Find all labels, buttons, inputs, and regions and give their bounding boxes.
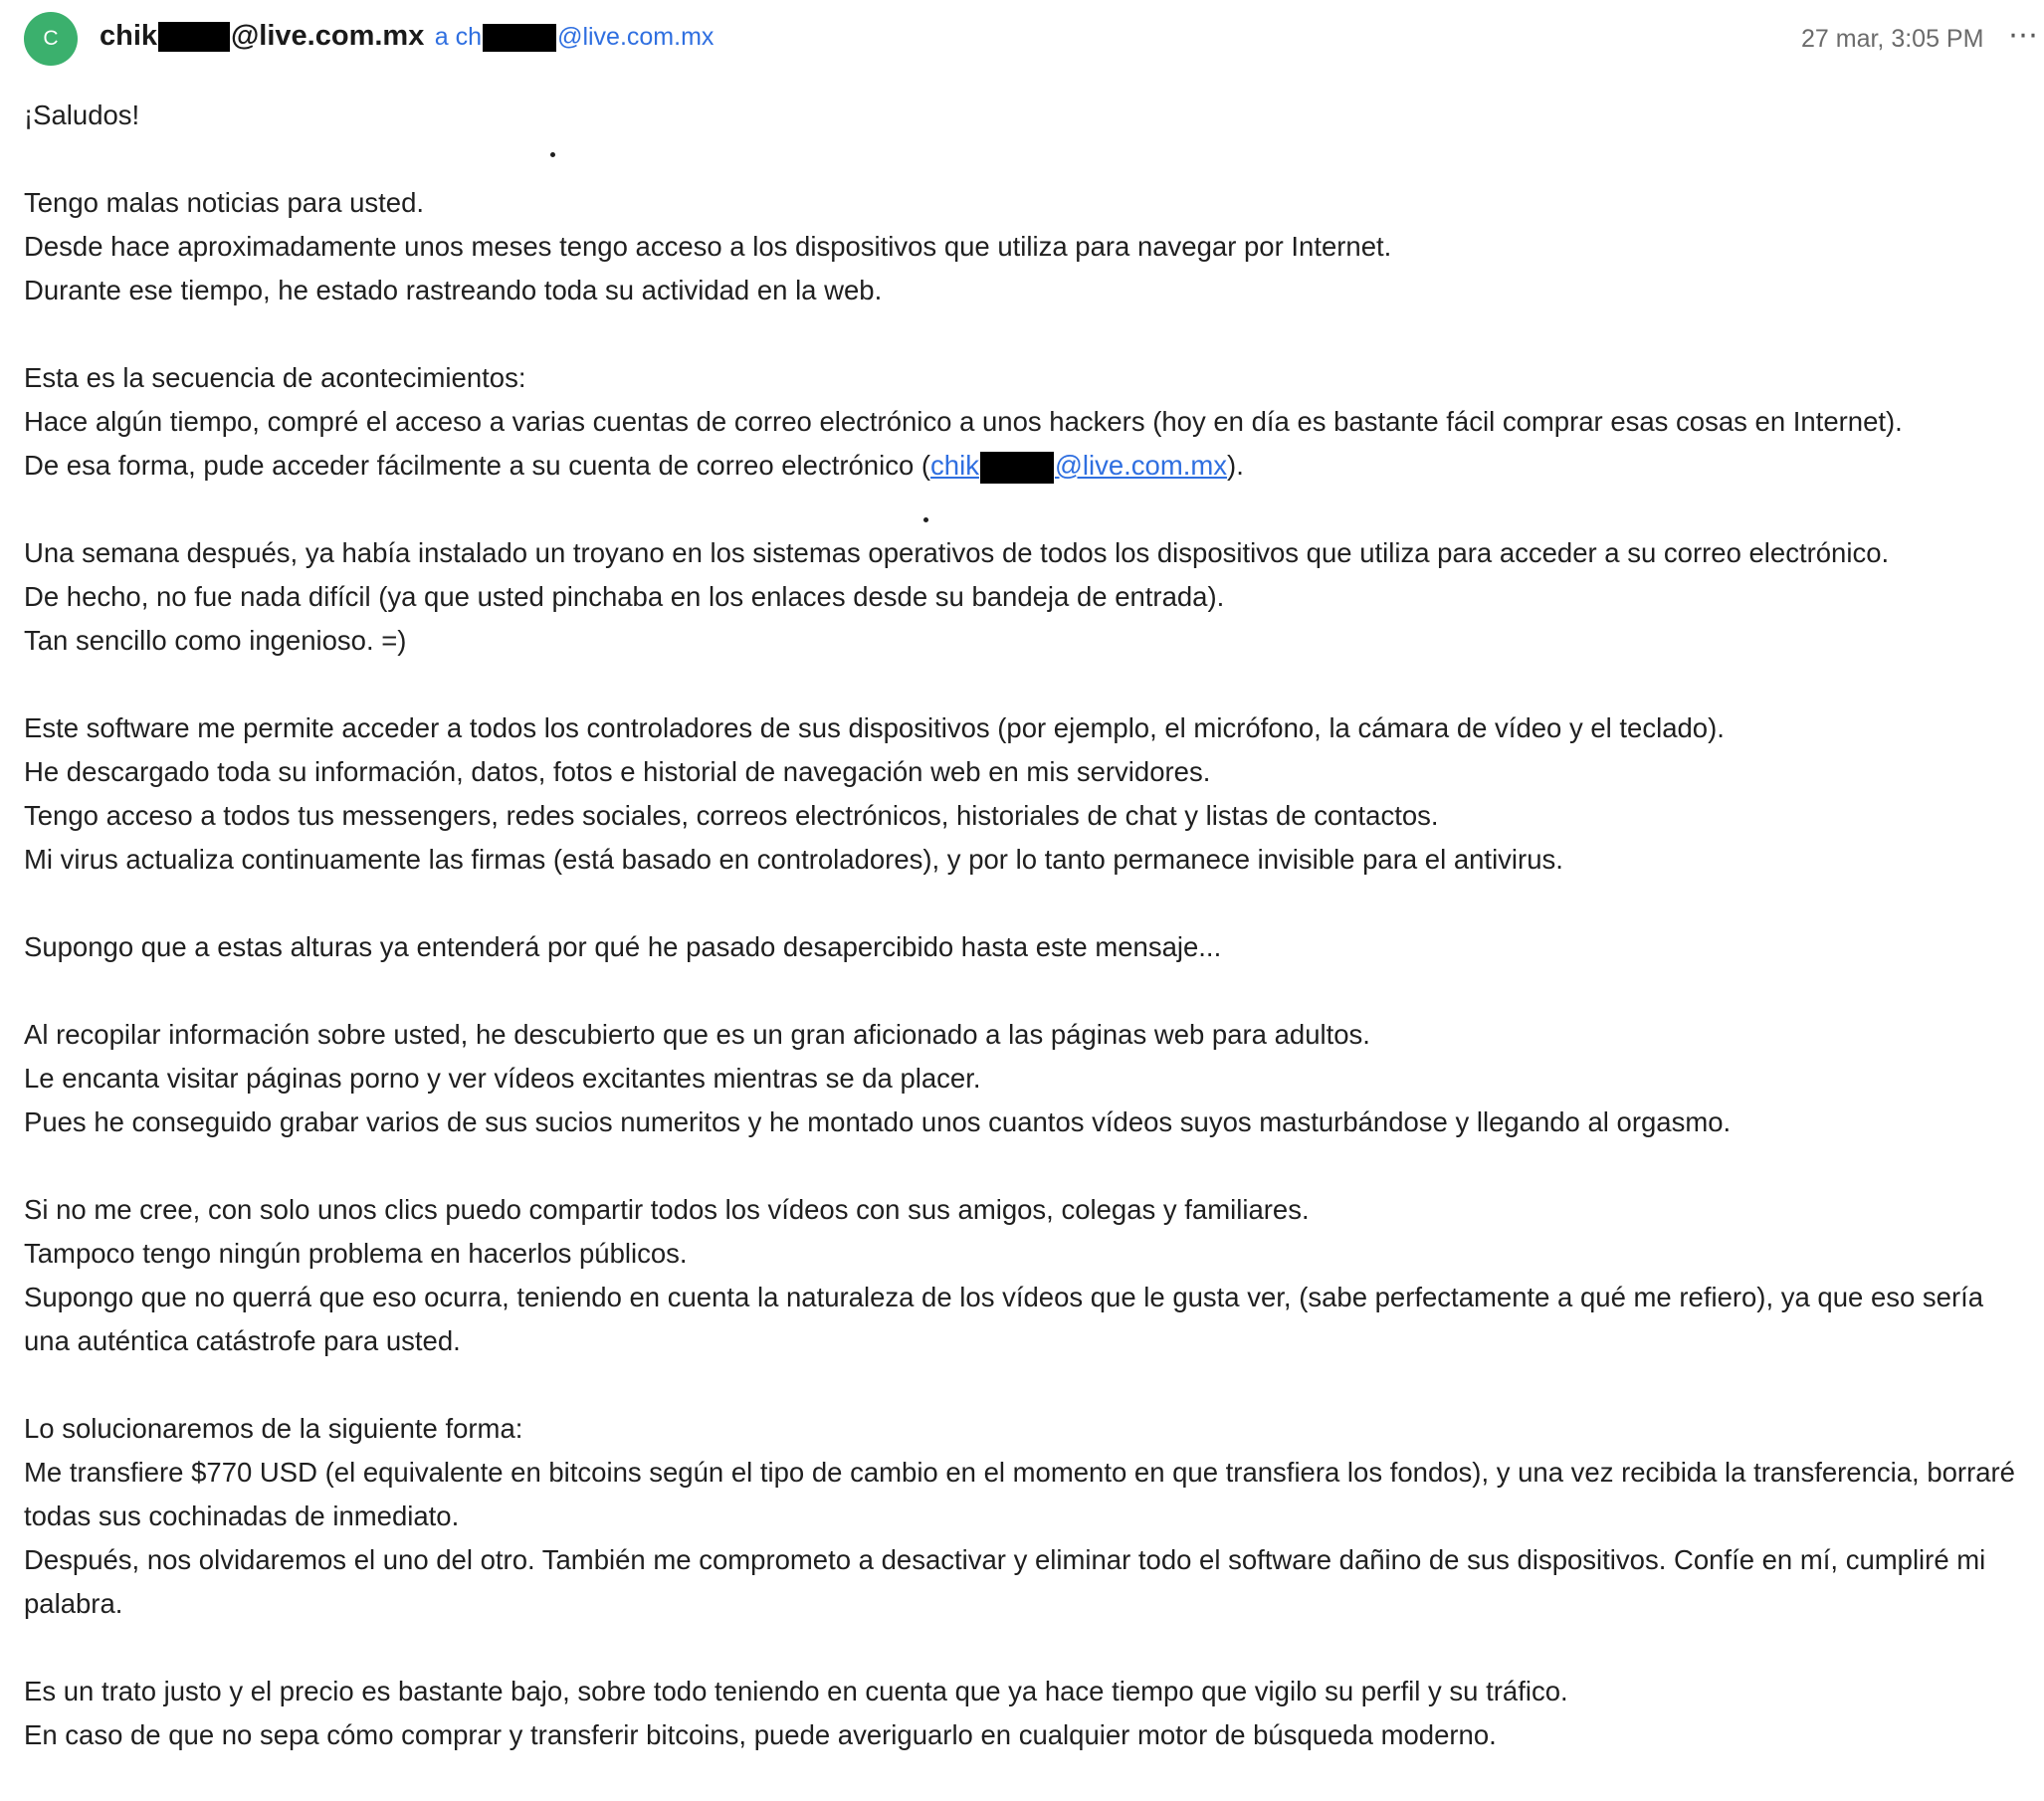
paragraph-2 bbox=[24, 356, 2024, 488]
sender-name-start: chik bbox=[100, 20, 158, 52]
recipient-domain: @live.com.mx bbox=[557, 23, 715, 51]
body-line: De hecho, no fue nada difícil (ya que usted pinchaba en los enlaces desde su bandeja de entrada). bbox=[24, 581, 1225, 612]
message-body bbox=[24, 94, 2024, 1801]
email-link-domain: @live.com.mx bbox=[1054, 450, 1228, 481]
body-line: Esta es la secuencia de acontecimientos: bbox=[24, 362, 526, 393]
redaction-box bbox=[483, 24, 556, 52]
body-line: En caso de que no sepa cómo comprar y transferir bitcoins, puede averiguarlo en cualquier motor de búsqueda moderno. bbox=[24, 1719, 1497, 1750]
message-date: 27 mar, 3:05 PM bbox=[1801, 25, 1984, 53]
body-line: Este software me permite acceder a todos los controladores de sus dispositivos (por ejemplo, el micrófono, la cámara de vídeo y el teclado). bbox=[24, 712, 1725, 743]
redaction-box bbox=[980, 452, 1054, 484]
recipient-name-start: a ch bbox=[434, 23, 483, 51]
sender-line bbox=[100, 20, 714, 60]
body-line-with-link bbox=[24, 444, 2024, 488]
sender-domain: @live.com.mx bbox=[231, 20, 425, 52]
sender-avatar[interactable]: C bbox=[24, 12, 78, 66]
body-line: Una semana después, ya había instalado un troyano en los sistemas operativos de todos los dispositivos que utiliza para acceder a su correo electrónico. bbox=[24, 537, 1890, 568]
paragraph-4 bbox=[24, 706, 2024, 882]
stray-dot bbox=[550, 152, 555, 157]
body-text: ). bbox=[1227, 450, 1244, 481]
body-line: Tampoco tengo ningún problema en hacerlos públicos. bbox=[24, 1238, 688, 1269]
body-line: He descargado toda su información, datos, fotos e historial de navegación web en mis servidores. bbox=[24, 756, 1211, 787]
body-line: Tan sencillo como ingenioso. =) bbox=[24, 625, 407, 656]
body-line: Me transfiere $770 USD (el equivalente en bitcoins según el tipo de cambio en el momento en que transfiera los fondos), y una vez recibida la transferencia, borraré todas sus cochinadas de inmediato. bbox=[24, 1457, 2015, 1531]
paragraph-1 bbox=[24, 181, 2024, 312]
body-line: Mi virus actualiza continuamente las firmas (está basado en controladores), y por lo tanto permanece invisible para el antivirus. bbox=[24, 844, 1563, 875]
paragraph-3 bbox=[24, 531, 2024, 663]
email-link-start: chik bbox=[930, 450, 979, 481]
message-header bbox=[0, 0, 2044, 80]
paragraph-8 bbox=[24, 1407, 2024, 1626]
paragraph-9 bbox=[24, 1670, 2024, 1757]
greeting-line: ¡Saludos! bbox=[24, 100, 140, 130]
body-line: Supongo que a estas alturas ya entenderá por qué he pasado desapercibido hasta este mensaje... bbox=[24, 931, 1222, 962]
body-line: Al recopilar información sobre usted, he descubierto que es un gran aficionado a las páginas web para adultos. bbox=[24, 1019, 1370, 1050]
paragraph-7 bbox=[24, 1188, 2024, 1363]
redaction-box bbox=[158, 22, 230, 52]
body-line: Desde hace aproximadamente unos meses tengo acceso a los dispositivos que utiliza para navegar por Internet. bbox=[24, 231, 1392, 262]
body-line: Hace algún tiempo, compré el acceso a varias cuentas de correo electrónico a unos hackers (hoy en día es bastante fácil comprar esas cosas en Internet). bbox=[24, 406, 1903, 437]
body-line: Durante ese tiempo, he estado rastreando toda su actividad en la web. bbox=[24, 275, 883, 305]
body-line: Es un trato justo y el precio es bastante bajo, sobre todo teniendo en cuenta que ya hace tiempo que vigilo su perfil y su tráfico. bbox=[24, 1676, 1568, 1706]
body-line: Pues he conseguido grabar varios de sus sucios numeritos y he montado unos cuantos vídeos suyos masturbándose y llegando al orgasmo. bbox=[24, 1106, 1732, 1137]
body-line: Tengo acceso a todos tus messengers, redes sociales, correos electrónicos, historiales de chat y listas de contactos. bbox=[24, 800, 1439, 831]
body-line: Le encanta visitar páginas porno y ver vídeos excitantes mientras se da placer. bbox=[24, 1063, 981, 1094]
body-text: De esa forma, pude acceder fácilmente a su cuenta de correo electrónico ( bbox=[24, 450, 931, 481]
greeting bbox=[24, 94, 2024, 137]
body-line: Si no me cree, con solo unos clics puedo compartir todos los vídeos con sus amigos, colegas y familiares. bbox=[24, 1194, 1310, 1225]
stray-dot bbox=[923, 517, 928, 522]
recipient-address[interactable] bbox=[435, 23, 715, 51]
sender-address[interactable] bbox=[100, 20, 424, 52]
paragraph-6 bbox=[24, 1013, 2024, 1144]
email-link[interactable] bbox=[930, 450, 1227, 481]
body-line: Después, nos olvidaremos el uno del otro. También me comprometo a desactivar y eliminar todo el software dañino de sus dispositivos. Confíe en mí, cumpliré mi palabra. bbox=[24, 1544, 1986, 1619]
paragraph-5 bbox=[24, 925, 2024, 969]
body-line: Supongo que no querrá que eso ocurra, teniendo en cuenta la naturaleza de los vídeos que le gusta ver, (sabe perfectamente a qué me refiero), ya que eso sería una auténtica catástrofe para usted. bbox=[24, 1282, 1984, 1356]
body-line: Lo solucionaremos de la siguiente forma: bbox=[24, 1413, 523, 1444]
body-line: Tengo malas noticias para usted. bbox=[24, 187, 425, 218]
more-options-icon[interactable]: ⋯ bbox=[2008, 19, 2039, 52]
